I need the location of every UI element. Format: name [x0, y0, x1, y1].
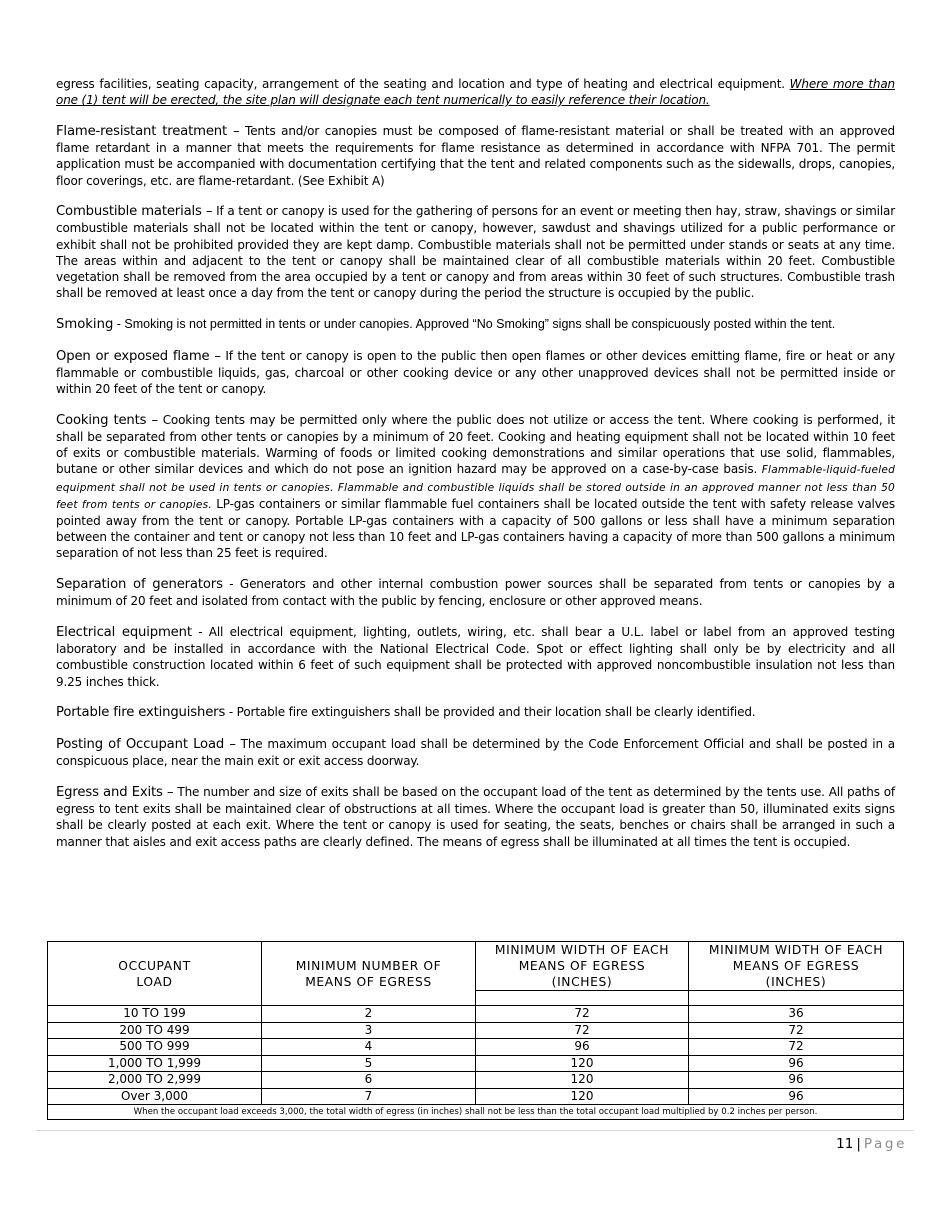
header-minimum-width-a-line3: (INCHES) — [551, 975, 613, 989]
cell-minimum-number: 7 — [262, 1088, 476, 1105]
cooking-tents-paragraph — [56, 412, 895, 562]
page-footer — [836, 1135, 907, 1153]
cell-minimum-width-b: 96 — [689, 1055, 904, 1072]
header-minimum-width-b — [689, 942, 904, 991]
table-row — [48, 1039, 904, 1056]
cell-occupant-load: Over 3,000 — [48, 1088, 262, 1105]
header-minimum-width-a — [476, 942, 689, 991]
table-footnote-row — [48, 1105, 904, 1120]
smoking-heading: Smoking — [56, 316, 114, 332]
flame-resistant-body: Tents and/or canopies must be composed of flame-resistant material or shall be treated with an approved flame retardant in a manner that meets the requirements for flame resistance as determined in accordance with NFPA 701. The permit application must be accompanied with documentation certifying that the tent and related components such as the sidewalls, drops, canopies, floor coverings, etc. are flame-retardant. (See Exhibit A) — [56, 123, 895, 188]
table-row — [48, 1088, 904, 1105]
combustible-materials-heading: Combustible materials – — [56, 204, 213, 220]
cell-minimum-width-b: 72 — [689, 1022, 904, 1039]
cell-occupant-load: 500 TO 999 — [48, 1039, 262, 1056]
egress-heading: Egress and Exits – — [56, 784, 174, 800]
header-minimum-number — [262, 942, 476, 1006]
intro-emphasis: Where more than one (1) tent will be erected, the site plan will designate each tent numerically to easily reference their location. — [56, 77, 896, 108]
footer-divider — [36, 1130, 914, 1131]
intro-text: egress facilities, seating capacity, arrangement of the seating and location and type of heating and electrical equipment. — [56, 77, 790, 91]
electrical-paragraph — [56, 624, 895, 690]
table-row — [48, 1072, 904, 1089]
smoking-paragraph — [56, 316, 895, 333]
header-minimum-width-a-line1: MINIMUM WIDTH OF EACH — [494, 943, 670, 957]
cell-minimum-width-b: 96 — [689, 1072, 904, 1089]
cooking-tents-italic-note: Flammable-liquid-fueled equipment shall not be used in tents or canopies. Flammable and combustible liquids shall be stored outside in an approved manner not less than 50 feet from tents or canopies. — [56, 464, 895, 511]
flame-resistant-heading: Flame-resistant treatment – — [56, 123, 240, 139]
flame-resistant-paragraph — [56, 123, 895, 189]
egress-table — [47, 941, 904, 1120]
cell-minimum-width-b: 96 — [689, 1088, 904, 1105]
document-body — [56, 76, 895, 864]
cell-minimum-width-a: 120 — [476, 1072, 689, 1089]
header-occupant-load — [48, 942, 262, 1006]
open-flame-paragraph — [56, 348, 895, 398]
egress-body: The number and size of exits shall be based on the occupant load of the tent as determined by the tents use. All paths of egress to tent exits shall be maintained clear of obstructions at all times. Where the occupant load is greater than 50, illuminated exits signs shall be clearly posted at each exit. Where the tent or canopy is used for seating, the seats, benches or chairs shall be arranged in such a manner that aisles and exit access paths are clearly defined. The means of egress shall be illuminated at all times the tent is occupied. — [56, 784, 895, 849]
generators-paragraph — [56, 576, 895, 609]
open-flame-heading: Open or exposed flame – — [56, 348, 221, 364]
header-minimum-width-b-line2: MEANS OF EGRESS — [732, 959, 860, 973]
cell-occupant-load: 1,000 TO 1,999 — [48, 1055, 262, 1072]
egress-paragraph — [56, 784, 895, 850]
intro-paragraph — [56, 76, 895, 108]
page-separator: | — [856, 1136, 861, 1152]
generators-heading: Separation of generators — [56, 577, 223, 593]
combustible-materials-body: If a tent or canopy is used for the gathering of persons for an event or meeting then hay, straw, shavings or similar combustible materials shall not be located within the tent or canopy, however, sawdust and shavings utilized for a public performance or exhibit shall not be prohibited provided they are kept damp. Combustible materials shall not be permitted under stands or seats at any time. The areas within and adjacent to the tent or canopy shall be maintained clear of all combustible materials within 20 feet. Combustible vegetation shall be removed from the area occupied by a tent or canopy and from areas within 30 feet of such structures. Combustible trash shall be removed at least once a day from the tent or canopy during the period the structure is occupied by the public. — [56, 204, 895, 301]
page-number: 11 — [836, 1136, 854, 1152]
cell-minimum-number: 2 — [262, 1006, 476, 1023]
header-spacer-cell — [689, 991, 904, 1006]
combustible-materials-paragraph — [56, 203, 895, 301]
generators-body: - Generators and other internal combustion power sources shall be separated from tents or canopies by a minimum of 20 feet and isolated from contact with the public by fencing, enclosure or other approved means. — [56, 577, 895, 609]
cell-minimum-width-a: 120 — [476, 1088, 689, 1105]
table-row — [48, 1055, 904, 1072]
extinguishers-heading: Portable fire extinguishers — [56, 705, 226, 721]
header-minimum-number-line2: MEANS OF EGRESS — [305, 974, 432, 989]
cooking-tents-heading: Cooking tents – — [56, 412, 158, 428]
header-spacer-cell — [476, 991, 689, 1006]
cell-minimum-number: 6 — [262, 1072, 476, 1089]
electrical-heading: Electrical equipment — [56, 624, 192, 640]
cell-minimum-width-b: 72 — [689, 1039, 904, 1056]
cell-minimum-number: 3 — [262, 1022, 476, 1039]
cell-minimum-width-b: 36 — [689, 1006, 904, 1023]
header-minimum-width-b-line1: MINIMUM WIDTH OF EACH — [708, 943, 884, 957]
cell-minimum-width-a: 72 — [476, 1022, 689, 1039]
header-minimum-width-b-line3: (INCHES) — [765, 975, 827, 989]
cooking-tents-body: Cooking tents may be permitted only where the public does not utilize or access the tent. Where cooking is performed, it shall be separated from other tents or canopies by a minimum of 20 feet. Cooking and heating equipment shall not be located within 10 feet of exits or combustible materials. Warming of foods or limited cooking demonstrations and similar operations that use solid, flammables, butane or other similar devices and which do not pose an ignition hazard may be approved on a case-by-case basis. — [56, 412, 895, 477]
occupant-load-heading: Posting of Occupant Load – — [56, 737, 236, 752]
cell-minimum-width-a: 72 — [476, 1006, 689, 1023]
table-header-row — [48, 942, 904, 991]
cell-occupant-load: 10 TO 199 — [48, 1006, 262, 1023]
header-minimum-number-line1: MINIMUM NUMBER OF — [295, 958, 442, 973]
table-row — [48, 1006, 904, 1023]
cell-occupant-load: 2,000 TO 2,999 — [48, 1072, 262, 1089]
page-label: Page — [863, 1136, 907, 1152]
extinguishers-paragraph — [56, 704, 895, 721]
extinguishers-body: - Portable fire extinguishers shall be provided and their location shall be clearly identified. — [225, 705, 756, 720]
table-row — [48, 1022, 904, 1039]
occupant-load-paragraph — [56, 736, 895, 769]
header-minimum-width-a-line2: MEANS OF EGRESS — [518, 959, 646, 973]
cooking-tents-body-continued: LP-gas containers or similar flammable fuel containers shall be located outside the tent with safety release valves pointed away from the tent or canopy. Portable LP-gas containers with a capacity of 500 gallons or less shall have a minimum separation between the container and tent or canopy not less than 10 feet and LP-gas containers having a capacity of more than 500 gallons a minimum separation of not less than 25 feet is required. — [56, 496, 896, 561]
open-flame-body: If the tent or canopy is open to the public then open flames or other devices emitting flame, fire or heat or any flammable or combustible liquids, gas, charcoal or other cooking device or any other unapproved devices shall not be permitted inside or within 20 feet of the tent or canopy. — [56, 348, 895, 397]
cell-occupant-load: 200 TO 499 — [48, 1022, 262, 1039]
cell-minimum-number: 5 — [262, 1055, 476, 1072]
smoking-body: - Smoking is not permitted in tents or under canopies. Approved “No Smoking” signs shall be conspicuously posted within the tent. — [113, 316, 836, 331]
cell-minimum-number: 4 — [262, 1039, 476, 1056]
header-occupant-load-line2: LOAD — [136, 974, 173, 989]
electrical-body: - All electrical equipment, lighting, outlets, wiring, etc. shall bear a U.L. label or label from an approved testing laboratory and be installed in accordance with the National Electrical Code. Spot or effect lighting shall only be by electricity and all combustible construction located within 6 feet of such equipment shall be protected with approved noncombustible insulation not less than 9.25 inches thick. — [56, 624, 896, 689]
cell-minimum-width-a: 96 — [476, 1039, 689, 1056]
cell-minimum-width-a: 120 — [476, 1055, 689, 1072]
table-footnote: When the occupant load exceeds 3,000, the total width of egress (in inches) shall not be less than the total occupant load multiplied by 0.2 inches per person. — [48, 1105, 904, 1120]
occupant-load-body: The maximum occupant load shall be determined by the Code Enforcement Official and shall be posted in a conspicuous place, near the main exit or exit access doorway. — [56, 737, 896, 769]
header-occupant-load-line1: OCCUPANT — [118, 958, 191, 973]
